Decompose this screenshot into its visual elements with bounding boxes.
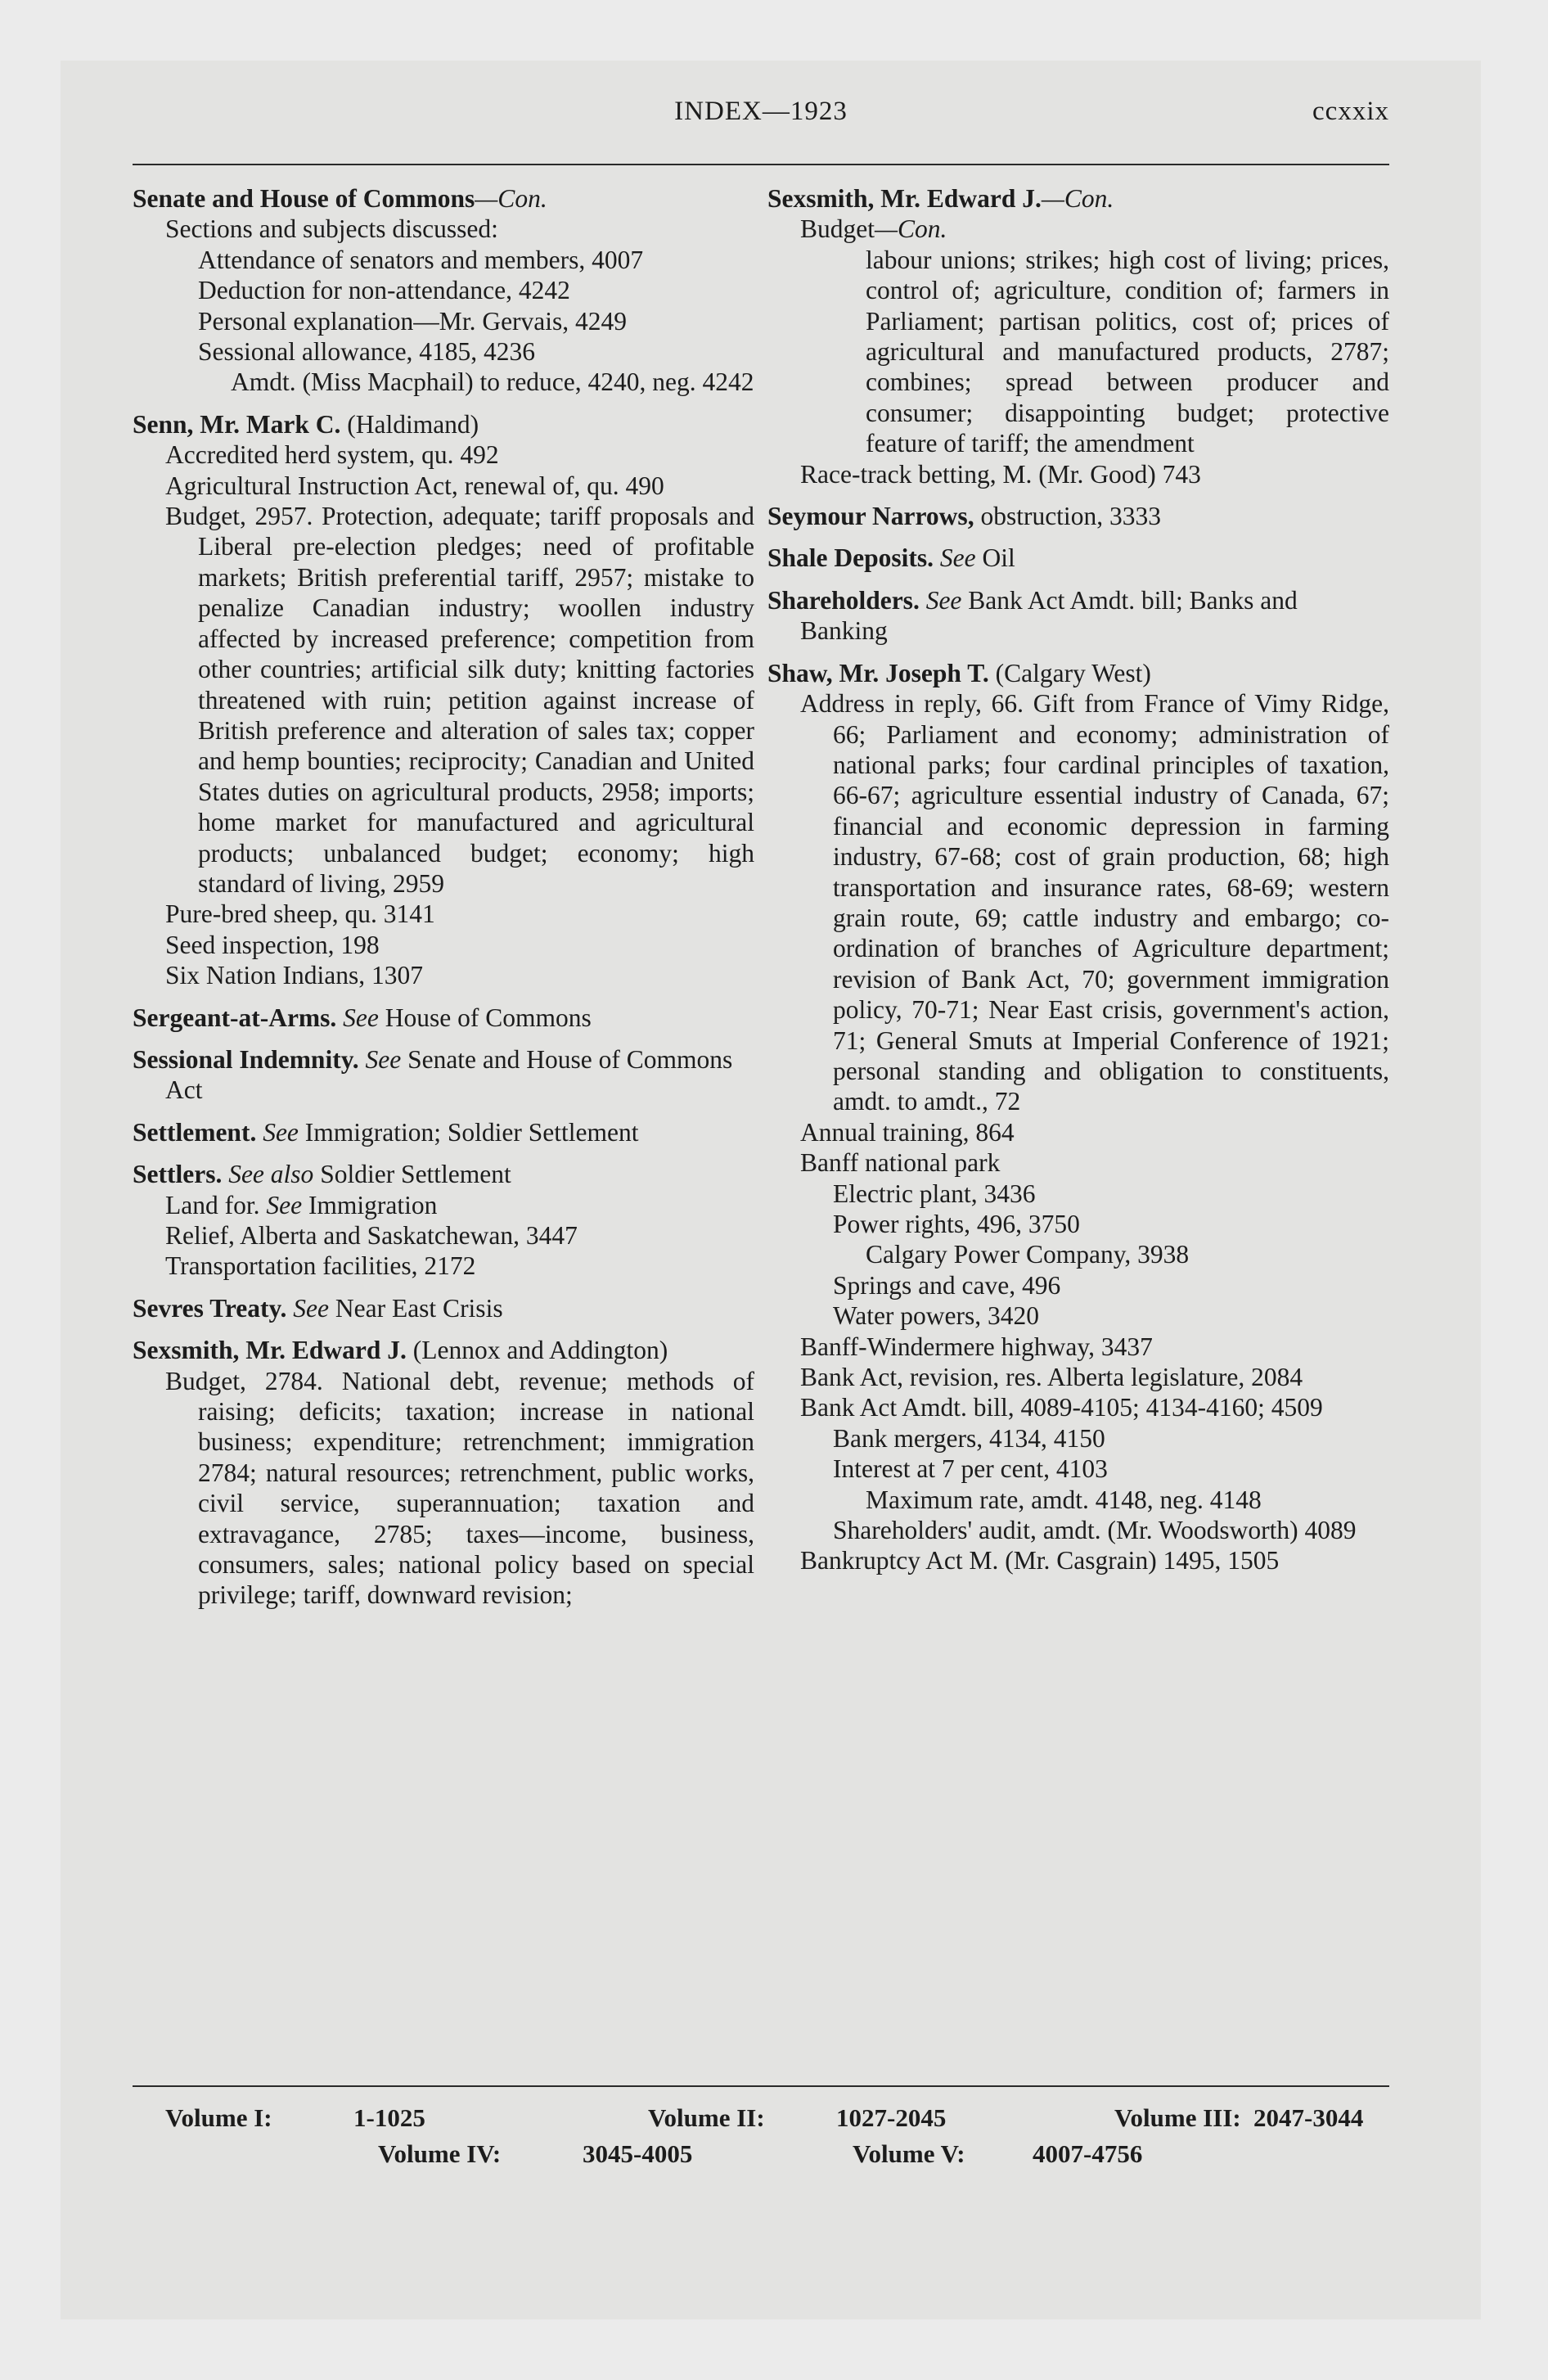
subentry: Sections and subjects discussed: [165, 214, 498, 244]
index-entry-settlers: Settlers. See also Soldier Settlement Land for. See Immigration Relief, Alberta and Saskatchewan, 3447 Transportation facilities, 2172 [133, 1159, 754, 1282]
subentry: Pure-bred sheep, qu. 3141 [165, 899, 435, 929]
volume-label: Volume III: [1114, 2103, 1241, 2132]
volume-range: 4007-4756 [1033, 2139, 1143, 2168]
volume-label: Volume II: [648, 2103, 765, 2132]
entry-heading: Sergeant-at-Arms. [133, 1003, 337, 1032]
riding: (Lennox and Addington) [412, 1336, 668, 1365]
subentry: Annual training, 864 [800, 1117, 1015, 1147]
cross-reference: House of Commons [385, 1003, 592, 1032]
subentry: Agricultural Instruction Act, renewal of, qu. 490 [165, 471, 664, 500]
subentry: Accredited herd system, qu. 492 [165, 440, 499, 470]
index-entry-sessional: Sessional Indemnity. See Senate and House of Commons Act [133, 1044, 733, 1105]
footer-rule [133, 2085, 1389, 2087]
subentry-text: labour unions; strikes; high cost of living; prices, control of; agriculture, condition of; farmers in Parliament; partisan politics, cost of; prices of agricultural and manufactured products, 2787; combines; spread between producer and consumer; disappointing budget; protective feature of tariff; the amendment [866, 245, 1389, 458]
subentry: Bank Act, revision, res. Alberta legislature, 2084 [800, 1363, 1303, 1392]
entry-heading: Shaw, Mr. Joseph T. [767, 658, 989, 687]
riding: (Haldimand) [347, 409, 479, 439]
index-entry-sevres: Sevres Treaty. See Near East Crisis [133, 1293, 503, 1323]
subentry: Electric plant, 3436 [833, 1179, 1036, 1208]
right-column [767, 183, 1389, 1588]
index-entry-settlement: Settlement. See Immigration; Soldier Settlement [133, 1117, 639, 1147]
entry-heading: Settlers. [133, 1160, 223, 1189]
volume-range: 1-1025 [353, 2103, 425, 2132]
cross-reference: Immigration; Soldier Settlement [304, 1117, 639, 1147]
cross-reference: Bank Act Amdt. bill; Banks and Banking [800, 585, 1298, 646]
header-rule [133, 164, 1389, 165]
index-entry-sergeant: Sergeant-at-Arms. See House of Commons [133, 1003, 592, 1032]
riding: (Calgary West) [995, 658, 1151, 687]
entry-heading: Sexsmith, Mr. Edward J. [133, 1336, 407, 1365]
cross-reference: Oil [982, 543, 1015, 573]
continued-mark: —Con. [475, 184, 547, 213]
volume-label: Volume IV: [378, 2139, 502, 2168]
entry-heading: Shareholders. [767, 585, 920, 615]
volume-label: Volume I: [165, 2103, 272, 2132]
subentry: Sessional allowance, 4185, 4236 [198, 337, 536, 367]
continued-mark: —Con. [1041, 184, 1114, 213]
subentry: Six Nation Indians, 1307 [165, 961, 423, 990]
subentry: Race-track betting, M. (Mr. Good) 743 [800, 459, 1201, 489]
page-number: ccxxix [1312, 97, 1389, 126]
subentry-budget: Budget, 2957. Protection, adequate; tariff proposals and Liberal pre-election pledges; need of profitable markets; British preferential tariff, 2957; mistake to penalize Canadian industry; woollen industry affected by increased preference; competition from other countries; artificial silk duty; knitting factories threatened with ruin; petition against increase of British preference and alteration of sales tax; copper and hemp bounties; reciprocity; Canadian and United States duties on agricultural products, 2958; imports; home market for manufactured and agricultural products; unbalanced budget; economy; high standard of living, 2959 [165, 502, 754, 898]
index-entry-senn [133, 409, 754, 991]
cross-reference: Soldier Settlement [320, 1160, 511, 1189]
entry-heading: Sevres Treaty. [133, 1293, 287, 1323]
subentry: Land for. See Immigration [165, 1190, 438, 1219]
volume-range: 3045-4005 [583, 2139, 693, 2168]
subentry: Amdt. (Miss Macphail) to reduce, 4240, neg. 4242 [231, 367, 754, 397]
subentry: Bank Act Amdt. bill, 4089-4105; 4134-4160; 4509 [800, 1393, 1323, 1422]
subentry: Seed inspection, 198 [165, 930, 380, 959]
subentry: Power rights, 496, 3750 [833, 1210, 1080, 1238]
subentry: Transportation facilities, 2172 [165, 1251, 476, 1281]
subentry: Deduction for non-attendance, 4242 [198, 276, 570, 305]
entry-heading: Seymour Narrows, [767, 502, 974, 531]
volume-key [133, 2100, 1389, 2172]
cross-reference: Senate and House of Commons Act [165, 1044, 733, 1105]
index-entry-sexsmith-continued [767, 183, 1389, 489]
subentry: Banff national park [800, 1148, 1001, 1178]
subentry: Bankruptcy Act M. (Mr. Casgrain) 1495, 1505 [800, 1546, 1280, 1575]
subentry: Calgary Power Company, 3938 [866, 1240, 1190, 1269]
subentry: Interest at 7 per cent, 4103 [833, 1454, 1108, 1484]
subentry-address: Address in reply, 66. Gift from France of Vimy Ridge, 66; Parliament and economy; administration of national parks; four cardinal principles of taxation, 66-67; agriculture essential industry of Canada, 67; financial and economic depression in farming industry, 67-68; cost of grain production, 68; high transportation and insurance rates, 68-69; western grain route, 69; cattle industry and embargo; co-ordination of branches of Agriculture department; revision of Bank Act, 70; government immigration policy, 70-71; Near East crisis, government's action, 71; General Smuts at Imperial Conference of 1921; personal standing and obligation to constituents, amdt. to amdt., 72 [800, 689, 1389, 1116]
page-title: INDEX—1923 [674, 97, 848, 126]
subentry: Banff-Windermere highway, 3437 [800, 1332, 1153, 1361]
index-entry-sexsmith [133, 1335, 754, 1611]
entry-heading: Senate and House of Commons [133, 184, 475, 213]
subentry: Shareholders' audit, amdt. (Mr. Woodsworth) 4089 [833, 1516, 1357, 1545]
entry-heading: Sexsmith, Mr. Edward J. [767, 184, 1042, 213]
entry-heading: Senn, Mr. Mark C. [133, 409, 341, 439]
index-entry-shale: Shale Deposits. See Oil [767, 543, 1015, 573]
cross-reference: Near East Crisis [335, 1293, 503, 1323]
index-entry-senate [133, 183, 754, 398]
subentry: Springs and cave, 496 [833, 1270, 1061, 1300]
running-head [133, 97, 1389, 146]
subentry-budget: Budget, 2784. National debt, revenue; methods of raising; deficits; taxation; increase in national business; expenditure; retrenchment; immigration 2784; natural resources; retrenchment, public works, civil service, superannuation; taxation and extravagance, 2785; taxes—income, business, consumers, sales; national policy based on special privilege; tariff, downward revision; [165, 1366, 754, 1610]
index-entry-shaw [767, 658, 1389, 1576]
subentry: Personal explanation—Mr. Gervais, 4249 [198, 306, 628, 336]
subentry: Maximum rate, amdt. 4148, neg. 4148 [866, 1485, 1262, 1514]
entry-heading: Shale Deposits. [767, 543, 934, 573]
volume-range: 1027-2045 [836, 2103, 947, 2132]
entry-heading: Sessional Indemnity. [133, 1044, 359, 1074]
volume-label: Volume V: [853, 2139, 965, 2168]
volume-range: 2047-3044 [1253, 2103, 1364, 2132]
index-entry-seymour: Seymour Narrows, obstruction, 3333 [767, 502, 1161, 531]
index-entry-shareholders: Shareholders. See Bank Act Amdt. bill; Banks and Banking [767, 585, 1298, 646]
continued-mark: —Con. [875, 214, 947, 244]
subentry: Attendance of senators and members, 4007 [198, 245, 644, 274]
left-column [133, 183, 754, 1622]
subentry: Water powers, 3420 [833, 1301, 1040, 1331]
subentry: Budget [800, 214, 875, 244]
subentry: Relief, Alberta and Saskatchewan, 3447 [165, 1221, 578, 1250]
subentry: Bank mergers, 4134, 4150 [833, 1423, 1105, 1453]
entry-heading: Settlement. [133, 1117, 257, 1147]
